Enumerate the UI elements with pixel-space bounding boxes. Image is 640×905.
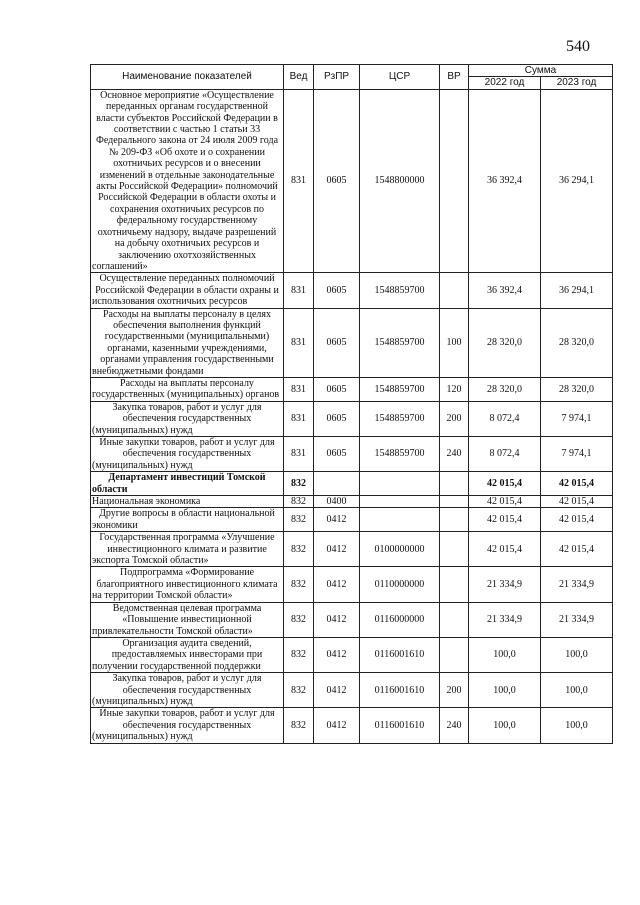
cell-sum-2022: 42 015,4 (469, 496, 541, 508)
cell-vr (440, 273, 469, 308)
cell-ved: 832 (284, 708, 314, 743)
header-name: Наименование показателей (91, 65, 284, 90)
cell-ved: 832 (284, 496, 314, 508)
cell-sum-2022: 100,0 (469, 708, 541, 743)
cell-vr (440, 89, 469, 273)
header-vr: ВР (440, 65, 469, 90)
cell-name: Организация аудита сведений, предоставляемых инвесторами при получении государственной поддержки (91, 637, 284, 672)
cell-sum-2022: 36 392,4 (469, 273, 541, 308)
table-row (91, 377, 613, 401)
table-row (91, 637, 613, 672)
cell-name: Расходы на выплаты персоналу государственных (муниципальных) органов (91, 377, 284, 401)
cell-csr (360, 508, 440, 532)
table-row (91, 496, 613, 508)
table-row (91, 508, 613, 532)
table-row (91, 532, 613, 567)
table-row (91, 708, 613, 743)
cell-csr: 0110000000 (360, 567, 440, 602)
cell-vr (440, 602, 469, 637)
cell-ved: 832 (284, 602, 314, 637)
cell-vr (440, 472, 469, 496)
cell-name: Ведомственная целевая программа «Повышение инвестиционной привлекательности Томской области» (91, 602, 284, 637)
cell-vr (440, 496, 469, 508)
cell-vr (440, 637, 469, 672)
cell-csr (360, 472, 440, 496)
cell-sum-2022: 42 015,4 (469, 508, 541, 532)
cell-sum-2022: 8 072,4 (469, 437, 541, 472)
cell-sum-2022: 100,0 (469, 673, 541, 708)
budget-table (90, 64, 613, 744)
table-row (91, 89, 613, 273)
cell-ved: 831 (284, 437, 314, 472)
cell-ved: 831 (284, 273, 314, 308)
cell-ved: 831 (284, 89, 314, 273)
cell-csr: 0116001610 (360, 637, 440, 672)
cell-name: Государственная программа «Улучшение инвестиционного климата и развитие экспорта Томской области» (91, 532, 284, 567)
cell-vr: 240 (440, 437, 469, 472)
page-number: 540 (566, 38, 590, 55)
cell-ved: 832 (284, 508, 314, 532)
cell-sum-2023: 36 294,1 (541, 273, 613, 308)
cell-sum-2022: 8 072,4 (469, 401, 541, 436)
table-row (91, 308, 613, 377)
cell-csr: 1548859700 (360, 308, 440, 377)
header-sum: Сумма (469, 65, 613, 77)
cell-sum-2023: 42 015,4 (541, 508, 613, 532)
header-ved: Вед (284, 65, 314, 90)
cell-name: Другие вопросы в области национальной экономики (91, 508, 284, 532)
header-year-2022: 2022 год (469, 77, 541, 89)
cell-sum-2023: 21 334,9 (541, 602, 613, 637)
table-row (91, 472, 613, 496)
cell-vr: 200 (440, 401, 469, 436)
cell-name: Расходы на выплаты персоналу в целях обеспечения выполнения функций государственными (муниципальными) органами, казенными учреждениями, органами управления государственными внебюджетными фондами (91, 308, 284, 377)
cell-ved: 831 (284, 377, 314, 401)
cell-name: Иные закупки товаров, работ и услуг для обеспечения государственных (муниципальных) нужд (91, 437, 284, 472)
table-row (91, 602, 613, 637)
cell-ved: 832 (284, 532, 314, 567)
cell-sum-2022: 100,0 (469, 637, 541, 672)
cell-sum-2023: 21 334,9 (541, 567, 613, 602)
cell-rzpr: 0605 (314, 308, 360, 377)
cell-sum-2022: 21 334,9 (469, 567, 541, 602)
cell-vr (440, 567, 469, 602)
cell-csr: 1548859700 (360, 401, 440, 436)
cell-csr (360, 496, 440, 508)
cell-ved: 832 (284, 472, 314, 496)
cell-sum-2022: 28 320,0 (469, 377, 541, 401)
cell-rzpr: 0605 (314, 89, 360, 273)
cell-rzpr (314, 472, 360, 496)
cell-rzpr: 0412 (314, 567, 360, 602)
cell-rzpr: 0412 (314, 708, 360, 743)
cell-name: Закупка товаров, работ и услуг для обеспечения государственных (муниципальных) нужд (91, 673, 284, 708)
cell-name: Основное мероприятие «Осуществление переданных органам государственной власти субъектов Российской Федерации в соответствии с частью 1 статьи 33 Федерального закона от 24 июля 2009 года № 209-ФЗ «Об охоте и о сохранении охотничьих ресурсов и о внесении изменений в отдельные законодательные акты Российской Федерации» полномочий Российской Федерации в области охоты и сохранения охотничьих ресурсов по федеральному государственному охотничьему надзору, выдаче разрешений на добычу охотничьих ресурсов и заключению охотхозяйственных соглашений» (91, 89, 284, 273)
cell-vr: 200 (440, 673, 469, 708)
cell-sum-2022: 21 334,9 (469, 602, 541, 637)
cell-rzpr: 0605 (314, 401, 360, 436)
cell-ved: 832 (284, 637, 314, 672)
cell-name: Иные закупки товаров, работ и услуг для обеспечения государственных (муниципальных) нужд (91, 708, 284, 743)
cell-rzpr: 0605 (314, 437, 360, 472)
cell-vr: 100 (440, 308, 469, 377)
cell-sum-2023: 100,0 (541, 708, 613, 743)
table-row (91, 437, 613, 472)
cell-ved: 831 (284, 401, 314, 436)
cell-sum-2022: 28 320,0 (469, 308, 541, 377)
cell-csr: 0116001610 (360, 673, 440, 708)
cell-name: Департамент инвестиций Томской области (91, 472, 284, 496)
cell-vr (440, 532, 469, 567)
cell-sum-2022: 42 015,4 (469, 532, 541, 567)
cell-rzpr: 0412 (314, 637, 360, 672)
cell-sum-2023: 28 320,0 (541, 377, 613, 401)
cell-sum-2023: 28 320,0 (541, 308, 613, 377)
cell-ved: 832 (284, 673, 314, 708)
cell-ved: 832 (284, 567, 314, 602)
cell-csr: 1548859700 (360, 273, 440, 308)
cell-vr: 120 (440, 377, 469, 401)
header-rzpr: РзПР (314, 65, 360, 90)
cell-rzpr: 0400 (314, 496, 360, 508)
cell-csr: 0100000000 (360, 532, 440, 567)
table-row (91, 567, 613, 602)
cell-sum-2023: 100,0 (541, 637, 613, 672)
cell-vr (440, 508, 469, 532)
table-body (91, 89, 613, 743)
cell-csr: 0116000000 (360, 602, 440, 637)
cell-rzpr: 0412 (314, 673, 360, 708)
table-row (91, 273, 613, 308)
cell-csr: 1548800000 (360, 89, 440, 273)
cell-ved: 831 (284, 308, 314, 377)
cell-name: Подпрограмма «Формирование благоприятного инвестиционного климата на территории Томской области» (91, 567, 284, 602)
table-row (91, 673, 613, 708)
cell-csr: 1548859700 (360, 437, 440, 472)
cell-sum-2023: 100,0 (541, 673, 613, 708)
cell-csr: 0116001610 (360, 708, 440, 743)
header-year-2023: 2023 год (541, 77, 613, 89)
cell-csr: 1548859700 (360, 377, 440, 401)
cell-name: Закупка товаров, работ и услуг для обеспечения государственных (муниципальных) нужд (91, 401, 284, 436)
cell-vr: 240 (440, 708, 469, 743)
cell-sum-2022: 42 015,4 (469, 472, 541, 496)
cell-sum-2023: 36 294,1 (541, 89, 613, 273)
cell-rzpr: 0605 (314, 273, 360, 308)
cell-rzpr: 0605 (314, 377, 360, 401)
cell-rzpr: 0412 (314, 532, 360, 567)
table-row (91, 401, 613, 436)
cell-name: Национальная экономика (91, 496, 284, 508)
cell-sum-2023: 42 015,4 (541, 532, 613, 567)
header-csr: ЦСР (360, 65, 440, 90)
cell-sum-2023: 42 015,4 (541, 472, 613, 496)
cell-rzpr: 0412 (314, 602, 360, 637)
cell-rzpr: 0412 (314, 508, 360, 532)
cell-name: Осуществление переданных полномочий Российской Федерации в области охраны и использования охотничьих ресурсов (91, 273, 284, 308)
cell-sum-2023: 42 015,4 (541, 496, 613, 508)
cell-sum-2023: 7 974,1 (541, 437, 613, 472)
cell-sum-2022: 36 392,4 (469, 89, 541, 273)
cell-sum-2023: 7 974,1 (541, 401, 613, 436)
